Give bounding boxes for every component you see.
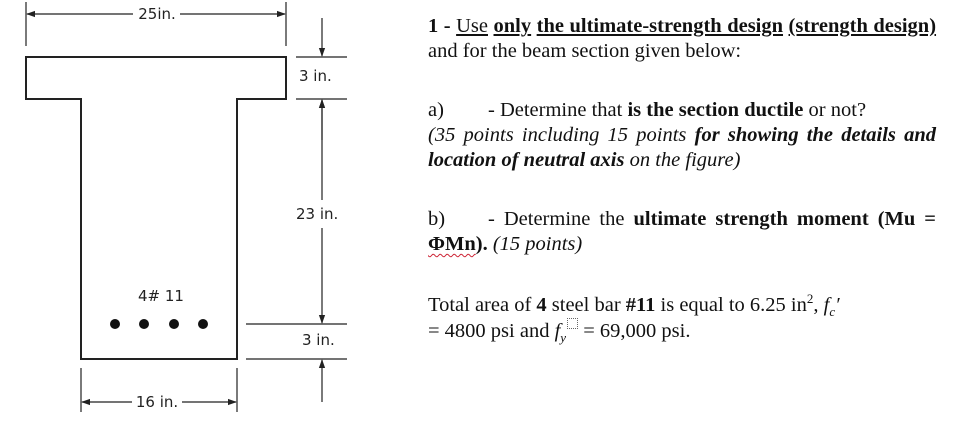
part-b-bold2: (Mu = [877,208,936,230]
rebar-1 [110,319,120,329]
part-a-line [428,98,936,123]
given-bar-count: 4 [536,294,547,316]
bottom-cover-label: 3 in. [302,331,335,349]
web-height-label: 23 in. [296,205,339,223]
flange-thickness-label: 3 in. [299,67,332,85]
part-a-text1: - Determine that [488,99,623,121]
given-text3: is equal to 6.25 in [660,294,807,316]
part-b-bold3: ). [475,233,488,255]
part-a-label: a) [428,99,444,121]
t-beam-outline [26,57,286,359]
rebar-label: 4# 11 [138,287,184,305]
part-b-text1: - Determine the [488,208,625,230]
flange-width-label: 25in. [138,5,176,23]
part-b-phi-mn: ΦMn [428,233,476,255]
part-b-line [428,207,936,257]
given-comma: , [813,294,819,316]
given-data [428,293,936,344]
part-a-bold: is the section ductile [627,99,804,121]
rebar-4 [198,319,208,329]
intro-strength-design: (strength design) [788,15,937,37]
intro-design-method: the ultimate-strength design [536,15,784,37]
fy-symbol: $f_y$ [555,320,578,342]
problem-dash: - [443,15,451,37]
part-b-bold1: ultimate strength moment [633,208,869,230]
given-bar-size: #11 [625,294,656,316]
problem-number: 1 [428,15,439,37]
web-width-label: 16 in. [135,393,179,411]
intro-only: only [493,15,532,37]
rebar-2 [139,319,149,329]
fc-symbol: $f_c'$ [823,294,840,320]
part-a-points [428,123,936,173]
given-text5: = 4800 psi and [428,319,550,342]
part-b-label: b) [428,208,446,230]
part-a-paren1: (35 points including 15 points [428,124,687,146]
rebar-3 [169,319,179,329]
given-sup: 2 [806,291,814,307]
equation-placeholder-icon [567,318,578,329]
intro-rest: and for the beam section given below: [428,40,742,62]
given-text1: Total area of [428,294,532,316]
intro-use: Use [456,15,488,37]
t-beam-figure [0,0,420,423]
given-text2: steel bar [551,294,621,316]
given-text6: = 69,000 psi. [583,319,691,342]
part-a-paren2: on the figure) [629,149,741,171]
part-a-text2: or not? [808,99,867,121]
part-a-paren-bold: for showing the details and location of neutral axis [428,124,937,171]
part-b-points: (15 points) [492,233,583,255]
problem-statement [428,14,936,344]
problem-intro [428,14,936,64]
